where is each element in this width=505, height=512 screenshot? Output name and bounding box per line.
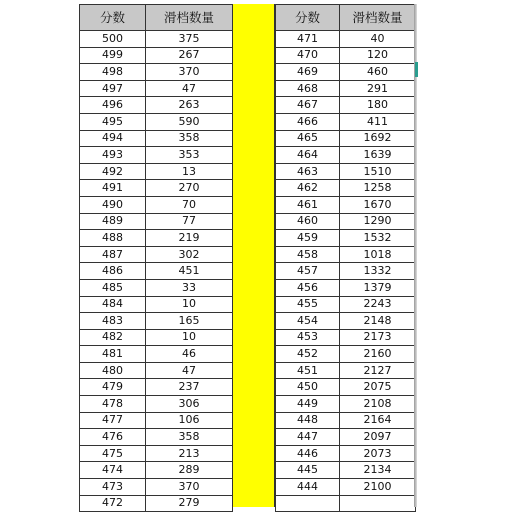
table-row — [276, 64, 416, 81]
table-row — [80, 246, 233, 263]
count-cell[interactable]: 120 — [340, 47, 416, 64]
score-cell[interactable]: 495 — [80, 113, 146, 130]
score-cell[interactable]: 488 — [80, 230, 146, 247]
score-cell[interactable]: 457 — [276, 263, 340, 280]
table-row — [80, 429, 233, 446]
score-cell[interactable]: 491 — [80, 180, 146, 197]
score-cell[interactable]: 453 — [276, 329, 340, 346]
score-cell[interactable]: 474 — [80, 462, 146, 479]
score-cell[interactable]: 448 — [276, 412, 340, 429]
score-cell[interactable]: 479 — [80, 379, 146, 396]
table-row — [276, 196, 416, 213]
count-cell[interactable]: 2100 — [340, 479, 416, 496]
score-cell[interactable]: 444 — [276, 479, 340, 496]
score-cell[interactable]: 460 — [276, 213, 340, 230]
table-row — [276, 246, 416, 263]
score-cell[interactable]: 499 — [80, 47, 146, 64]
table-row — [80, 263, 233, 280]
left-score-table — [79, 4, 233, 512]
score-cell[interactable]: 500 — [80, 31, 146, 48]
score-cell[interactable]: 485 — [80, 279, 146, 296]
count-cell[interactable]: 1639 — [340, 147, 416, 164]
count-cell[interactable]: 353 — [146, 147, 233, 164]
score-cell[interactable]: 466 — [276, 113, 340, 130]
count-cell[interactable]: 13 — [146, 163, 233, 180]
score-cell[interactable]: 484 — [80, 296, 146, 313]
count-cell[interactable]: 267 — [146, 47, 233, 64]
score-cell[interactable]: 480 — [80, 362, 146, 379]
count-cell[interactable]: 370 — [146, 64, 233, 81]
score-cell[interactable]: 493 — [80, 147, 146, 164]
count-header: 滑档数量 — [340, 5, 416, 31]
score-cell[interactable]: 475 — [80, 445, 146, 462]
count-cell[interactable] — [340, 495, 416, 512]
score-cell[interactable]: 469 — [276, 64, 340, 81]
count-cell[interactable]: 1018 — [340, 246, 416, 263]
score-cell[interactable]: 498 — [80, 64, 146, 81]
count-cell[interactable]: 10 — [146, 329, 233, 346]
table-row — [80, 379, 233, 396]
count-cell[interactable]: 180 — [340, 97, 416, 114]
table-row — [276, 362, 416, 379]
count-cell[interactable]: 358 — [146, 130, 233, 147]
yellow-separator-column — [232, 4, 275, 507]
count-cell[interactable]: 2173 — [340, 329, 416, 346]
score-cell[interactable]: 487 — [80, 246, 146, 263]
count-cell[interactable]: 2097 — [340, 429, 416, 446]
table-row — [80, 445, 233, 462]
table-row — [80, 230, 233, 247]
count-cell[interactable]: 1379 — [340, 279, 416, 296]
table-row — [276, 445, 416, 462]
count-cell[interactable]: 10 — [146, 296, 233, 313]
count-cell[interactable]: 47 — [146, 80, 233, 97]
right-score-table — [275, 4, 416, 512]
score-cell[interactable]: 451 — [276, 362, 340, 379]
count-cell[interactable]: 1332 — [340, 263, 416, 280]
count-cell[interactable]: 2148 — [340, 313, 416, 330]
score-cell[interactable]: 483 — [80, 313, 146, 330]
table-row — [276, 113, 416, 130]
count-cell[interactable]: 33 — [146, 279, 233, 296]
count-cell[interactable]: 237 — [146, 379, 233, 396]
count-cell[interactable]: 2073 — [340, 445, 416, 462]
score-cell[interactable]: 489 — [80, 213, 146, 230]
header-row — [80, 5, 233, 31]
score-cell[interactable]: 486 — [80, 263, 146, 280]
table-row — [80, 31, 233, 48]
table-row — [80, 213, 233, 230]
score-table-sheet — [79, 4, 415, 510]
score-cell[interactable]: 470 — [276, 47, 340, 64]
count-cell[interactable]: 1692 — [340, 130, 416, 147]
table-row — [80, 180, 233, 197]
count-cell[interactable]: 1670 — [340, 196, 416, 213]
count-cell[interactable]: 270 — [146, 180, 233, 197]
table-row — [276, 346, 416, 363]
sheet-edge-shadow — [414, 4, 417, 507]
score-cell[interactable]: 477 — [80, 412, 146, 429]
score-cell[interactable]: 481 — [80, 346, 146, 363]
table-row — [276, 313, 416, 330]
table-row — [80, 346, 233, 363]
score-cell[interactable]: 459 — [276, 230, 340, 247]
score-cell[interactable]: 476 — [80, 429, 146, 446]
table-row — [276, 230, 416, 247]
count-cell[interactable]: 411 — [340, 113, 416, 130]
count-cell[interactable]: 590 — [146, 113, 233, 130]
table-row — [276, 31, 416, 48]
table-row — [276, 263, 416, 280]
count-cell[interactable]: 358 — [146, 429, 233, 446]
score-cell[interactable]: 494 — [80, 130, 146, 147]
count-cell[interactable]: 291 — [340, 80, 416, 97]
table-row — [80, 412, 233, 429]
score-cell[interactable]: 467 — [276, 97, 340, 114]
count-cell[interactable]: 451 — [146, 263, 233, 280]
count-cell[interactable]: 1290 — [340, 213, 416, 230]
table-row — [276, 180, 416, 197]
score-header: 分数 — [80, 5, 146, 31]
count-cell[interactable]: 1510 — [340, 163, 416, 180]
count-header: 滑档数量 — [146, 5, 233, 31]
table-row — [80, 329, 233, 346]
table-row — [80, 479, 233, 496]
score-cell[interactable]: 454 — [276, 313, 340, 330]
count-cell[interactable]: 306 — [146, 396, 233, 413]
score-cell[interactable]: 468 — [276, 80, 340, 97]
table-row — [80, 64, 233, 81]
table-row — [276, 296, 416, 313]
table-row — [276, 213, 416, 230]
table-row — [276, 47, 416, 64]
count-cell[interactable]: 47 — [146, 362, 233, 379]
count-cell[interactable]: 70 — [146, 196, 233, 213]
count-cell[interactable]: 213 — [146, 445, 233, 462]
score-cell[interactable]: 478 — [80, 396, 146, 413]
table-row — [80, 80, 233, 97]
count-cell[interactable]: 2243 — [340, 296, 416, 313]
count-cell[interactable]: 289 — [146, 462, 233, 479]
table-row — [276, 396, 416, 413]
table-row — [276, 80, 416, 97]
score-cell[interactable]: 472 — [80, 495, 146, 512]
score-cell[interactable]: 497 — [80, 80, 146, 97]
count-cell[interactable]: 460 — [340, 64, 416, 81]
count-cell[interactable]: 1258 — [340, 180, 416, 197]
score-cell[interactable]: 447 — [276, 429, 340, 446]
score-cell[interactable]: 490 — [80, 196, 146, 213]
count-cell[interactable]: 375 — [146, 31, 233, 48]
table-row — [276, 279, 416, 296]
count-cell[interactable]: 2160 — [340, 346, 416, 363]
score-cell[interactable]: 463 — [276, 163, 340, 180]
score-cell[interactable]: 452 — [276, 346, 340, 363]
score-cell[interactable]: 461 — [276, 196, 340, 213]
table-row — [276, 163, 416, 180]
count-cell[interactable]: 263 — [146, 97, 233, 114]
header-row — [276, 5, 416, 31]
score-cell[interactable] — [276, 495, 340, 512]
score-cell[interactable]: 455 — [276, 296, 340, 313]
count-cell[interactable]: 1532 — [340, 230, 416, 247]
table-row — [80, 47, 233, 64]
table-row — [276, 130, 416, 147]
table-row — [80, 130, 233, 147]
table-row — [276, 412, 416, 429]
table-row — [80, 396, 233, 413]
score-cell[interactable]: 482 — [80, 329, 146, 346]
score-cell[interactable]: 458 — [276, 246, 340, 263]
count-cell[interactable]: 370 — [146, 479, 233, 496]
table-row — [276, 97, 416, 114]
count-cell[interactable]: 77 — [146, 213, 233, 230]
count-cell[interactable]: 2134 — [340, 462, 416, 479]
table-row — [80, 313, 233, 330]
count-cell[interactable]: 2075 — [340, 379, 416, 396]
table-row — [276, 329, 416, 346]
score-cell[interactable]: 445 — [276, 462, 340, 479]
table-row — [276, 462, 416, 479]
table-row — [276, 379, 416, 396]
score-cell[interactable]: 465 — [276, 130, 340, 147]
count-cell[interactable]: 2127 — [340, 362, 416, 379]
table-row — [80, 147, 233, 164]
table-row — [80, 279, 233, 296]
score-cell[interactable]: 446 — [276, 445, 340, 462]
score-cell[interactable]: 471 — [276, 31, 340, 48]
count-cell[interactable]: 40 — [340, 31, 416, 48]
count-cell[interactable]: 2108 — [340, 396, 416, 413]
table-row — [80, 113, 233, 130]
count-cell[interactable]: 2164 — [340, 412, 416, 429]
table-row — [80, 97, 233, 114]
count-cell[interactable]: 46 — [146, 346, 233, 363]
table-row — [80, 196, 233, 213]
count-cell[interactable]: 106 — [146, 412, 233, 429]
count-cell[interactable]: 219 — [146, 230, 233, 247]
score-cell[interactable]: 449 — [276, 396, 340, 413]
table-row — [80, 296, 233, 313]
table-row — [80, 362, 233, 379]
count-cell[interactable]: 165 — [146, 313, 233, 330]
score-cell[interactable]: 492 — [80, 163, 146, 180]
score-cell[interactable]: 496 — [80, 97, 146, 114]
score-cell[interactable]: 473 — [80, 479, 146, 496]
table-row — [80, 462, 233, 479]
score-cell[interactable]: 450 — [276, 379, 340, 396]
table-row — [276, 147, 416, 164]
table-row — [276, 479, 416, 496]
count-cell[interactable]: 279 — [146, 495, 233, 512]
selection-marker — [415, 62, 418, 77]
score-cell[interactable]: 456 — [276, 279, 340, 296]
table-row — [80, 163, 233, 180]
table-row — [276, 495, 416, 512]
score-header: 分数 — [276, 5, 340, 31]
table-row — [276, 429, 416, 446]
score-cell[interactable]: 462 — [276, 180, 340, 197]
table-row — [80, 495, 233, 512]
count-cell[interactable]: 302 — [146, 246, 233, 263]
score-cell[interactable]: 464 — [276, 147, 340, 164]
